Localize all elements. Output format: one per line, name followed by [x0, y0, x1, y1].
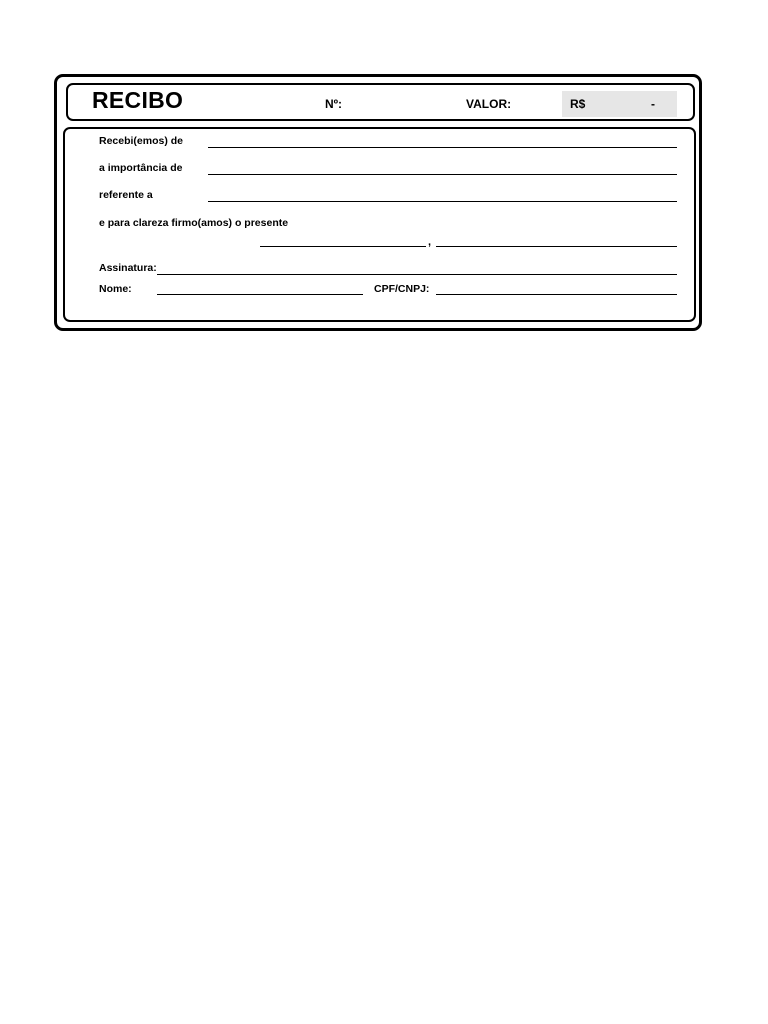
amount-of-line[interactable] — [208, 174, 677, 175]
receipt-number-label: Nº: — [325, 97, 343, 111]
receipt-value-field[interactable] — [562, 91, 677, 117]
cpf-cnpj-label: CPF/CNPJ: — [374, 283, 430, 295]
name-label: Nome: — [99, 283, 132, 295]
received-from-line[interactable] — [208, 147, 677, 148]
place-line[interactable] — [260, 246, 426, 247]
date-line[interactable] — [436, 246, 677, 247]
amount-of-label: a importância de — [99, 162, 183, 174]
referring-to-line[interactable] — [208, 201, 677, 202]
currency-symbol: R$ — [570, 97, 586, 111]
referring-to-label: referente a — [99, 189, 153, 201]
signature-line[interactable] — [157, 274, 677, 275]
name-line[interactable] — [157, 294, 363, 295]
signature-label: Assinatura: — [99, 262, 157, 274]
cpf-cnpj-line[interactable] — [436, 294, 677, 295]
received-from-label: Recebi(emos) de — [99, 135, 184, 147]
amount-value: - — [651, 97, 655, 111]
receipt-title: RECIBO — [92, 87, 184, 113]
receipt-value-label: VALOR: — [466, 97, 512, 111]
date-separator: , — [428, 236, 432, 248]
clarity-statement-label: e para clareza firmo(amos) o presente — [99, 217, 289, 229]
